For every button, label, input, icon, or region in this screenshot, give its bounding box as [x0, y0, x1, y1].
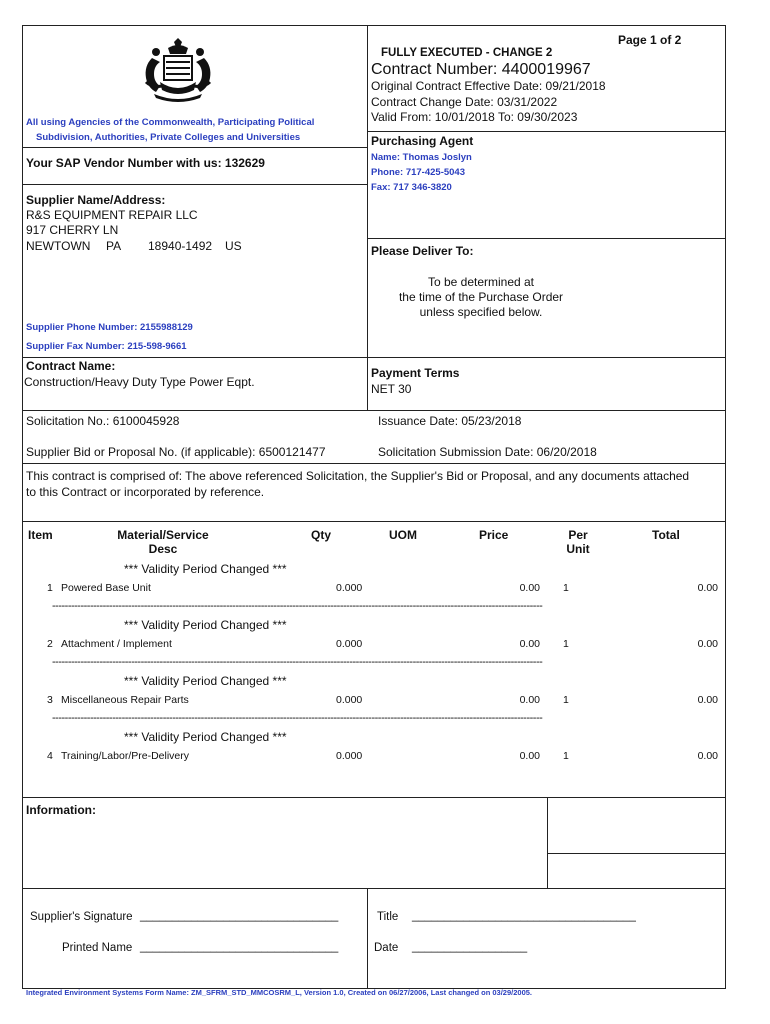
column-divider — [367, 25, 368, 410]
contract-status: FULLY EXECUTED - CHANGE 2 — [381, 47, 553, 59]
title-line[interactable]: ___________________________________ — [412, 910, 636, 922]
original-effective-date: Original Contract Effective Date: 09/21/2018 — [371, 79, 606, 93]
table-row-price: 0.00 — [519, 638, 540, 650]
table-row-per: 1 — [563, 750, 569, 762]
comprised-line-1: This contract is comprised of: The above referenced Solicitation, the Supplier's Bid or Proposal, and any documents attached — [26, 469, 690, 483]
supplier-country: US — [225, 239, 242, 253]
info-divider-v — [547, 797, 548, 888]
commonwealth-seal-icon — [138, 36, 218, 104]
agent-phone: Phone: 717-425-5043 — [371, 167, 465, 178]
payment-terms-label: Payment Terms — [371, 366, 460, 380]
col-per-line-1: Per — [568, 528, 588, 542]
col-total: Total — [652, 528, 680, 542]
date-label: Date — [374, 942, 399, 954]
table-row-qty: 0.000 — [336, 638, 363, 650]
printed-name-label: Printed Name — [62, 942, 133, 954]
comprised-line-2: to this Contract or incorporated by reference. — [26, 485, 265, 499]
validity-note: *** Validity Period Changed *** — [124, 674, 287, 688]
col-desc — [100, 528, 226, 556]
divider-information — [22, 797, 726, 798]
col-item: Item — [28, 528, 53, 542]
signature-divider — [367, 888, 368, 988]
table-row-item: 4 — [47, 750, 53, 762]
agent-name: Name: Thomas Joslyn — [371, 152, 472, 163]
agencies-line-1: All using Agencies of the Commonwealth, Participating Political — [26, 117, 315, 128]
table-row-desc: Attachment / Implement — [61, 638, 172, 650]
supplier-street: 917 CHERRY LN — [26, 223, 119, 237]
issuance-date: Issuance Date: 05/23/2018 — [378, 414, 522, 428]
supplier-state: PA — [106, 239, 122, 253]
supplier-label: Supplier Name/Address: — [26, 193, 166, 207]
table-row-total: 0.00 — [697, 750, 718, 762]
col-per-line-2: Unit — [566, 542, 590, 556]
supplier-fax: Supplier Fax Number: 215-598-9661 — [26, 341, 187, 352]
supplier-city: NEWTOWN — [26, 239, 91, 253]
info-divider-h — [547, 853, 726, 854]
table-row-qty: 0.000 — [336, 694, 363, 706]
contract-change-date: Contract Change Date: 03/31/2022 — [371, 95, 558, 109]
divider-table-top — [22, 521, 726, 522]
agencies-line-2: Subdivision, Authorities, Private Colleges and Universities — [36, 132, 301, 143]
contract-name-label: Contract Name: — [26, 359, 116, 373]
col-price: Price — [479, 528, 509, 542]
table-row-qty: 0.000 — [336, 750, 363, 762]
table-row-desc: Powered Base Unit — [61, 582, 151, 594]
table-row-item: 2 — [47, 638, 53, 650]
supplier-name: R&S EQUIPMENT REPAIR LLC — [26, 208, 198, 222]
col-qty: Qty — [311, 528, 332, 542]
validity-note: *** Validity Period Changed *** — [124, 730, 287, 744]
solicitation-number: Solicitation No.: 6100045928 — [26, 414, 180, 428]
table-row-price: 0.00 — [519, 694, 540, 706]
deliver-line-1: To be determined at — [427, 275, 535, 289]
table-row-total: 0.00 — [697, 638, 718, 650]
date-line[interactable]: __________________ — [412, 941, 528, 953]
col-desc-line-2: Desc — [148, 542, 178, 556]
deliver-line-3: unless specified below. — [419, 305, 543, 319]
table-row-price: 0.00 — [519, 750, 540, 762]
validity-note: *** Validity Period Changed *** — [124, 618, 287, 632]
table-row-total: 0.00 — [697, 582, 718, 594]
col-desc-line-1: Material/Service — [117, 528, 209, 542]
divider-contract — [22, 357, 726, 358]
printed-name-line[interactable]: _______________________________ — [140, 941, 339, 953]
supplier-signature-line[interactable]: _______________________________ — [140, 910, 339, 922]
title-label: Title — [377, 911, 399, 923]
agent-fax: Fax: 717 346-3820 — [371, 182, 452, 193]
supplier-zip: 18940-1492 — [148, 239, 213, 253]
divider-left-1 — [22, 147, 367, 148]
payment-terms: NET 30 — [371, 382, 412, 396]
supplier-bid-number: Supplier Bid or Proposal No. (if applicable): 6500121477 — [26, 445, 326, 459]
sap-vendor-number: Your SAP Vendor Number with us: 132629 — [26, 156, 265, 170]
table-row-desc: Miscellaneous Repair Parts — [61, 694, 189, 706]
page-indicator: Page 1 of 2 — [618, 33, 682, 47]
table-row-desc: Training/Labor/Pre-Delivery — [61, 750, 189, 762]
submission-date: Solicitation Submission Date: 06/20/2018 — [378, 445, 597, 459]
valid-period: Valid From: 10/01/2018 To: 09/30/2023 — [371, 110, 578, 124]
contract-number: Contract Number: 4400019967 — [371, 61, 591, 78]
table-row-item: 3 — [47, 694, 53, 706]
table-row-price: 0.00 — [519, 582, 540, 594]
supplier-phone: Supplier Phone Number: 2155988129 — [26, 322, 193, 333]
table-row-item: 1 — [47, 582, 53, 594]
validity-note: *** Validity Period Changed *** — [124, 562, 287, 576]
divider-solicitation — [22, 410, 726, 411]
col-per-unit — [556, 528, 600, 556]
contract-name: Construction/Heavy Duty Type Power Eqpt. — [24, 375, 255, 389]
table-row-per: 1 — [563, 582, 569, 594]
col-uom: UOM — [389, 528, 417, 542]
divider-right-2 — [367, 238, 726, 239]
table-row-per: 1 — [563, 694, 569, 706]
divider-signature — [22, 888, 726, 889]
deliver-to-label: Please Deliver To: — [371, 244, 474, 258]
table-row-qty: 0.000 — [336, 582, 363, 594]
frame-left — [22, 25, 23, 989]
purchasing-agent-label: Purchasing Agent — [371, 134, 474, 148]
deliver-line-2: the time of the Purchase Order — [398, 290, 564, 304]
table-row-per: 1 — [563, 638, 569, 650]
divider-left-2 — [22, 184, 367, 185]
information-label: Information: — [26, 803, 96, 817]
table-row-total: 0.00 — [697, 694, 718, 706]
frame-right — [725, 25, 726, 989]
form-footer: Integrated Environment Systems Form Name: ZM_SFRM_STD_MMCOSRM_L, Version 1.0, Created on 06/27/2006, Last changed on 03/29/2005. — [26, 988, 532, 997]
row-separator: ----------------------------------------------------------------------------------------------------------------------------------------------------------- — [52, 600, 543, 612]
row-separator: ----------------------------------------------------------------------------------------------------------------------------------------------------------- — [52, 712, 543, 724]
divider-comprised — [22, 463, 726, 464]
supplier-signature-label: Supplier's Signature — [30, 911, 133, 923]
frame-top — [22, 25, 726, 26]
row-separator: ----------------------------------------------------------------------------------------------------------------------------------------------------------- — [52, 656, 543, 668]
divider-right-1 — [367, 131, 726, 132]
